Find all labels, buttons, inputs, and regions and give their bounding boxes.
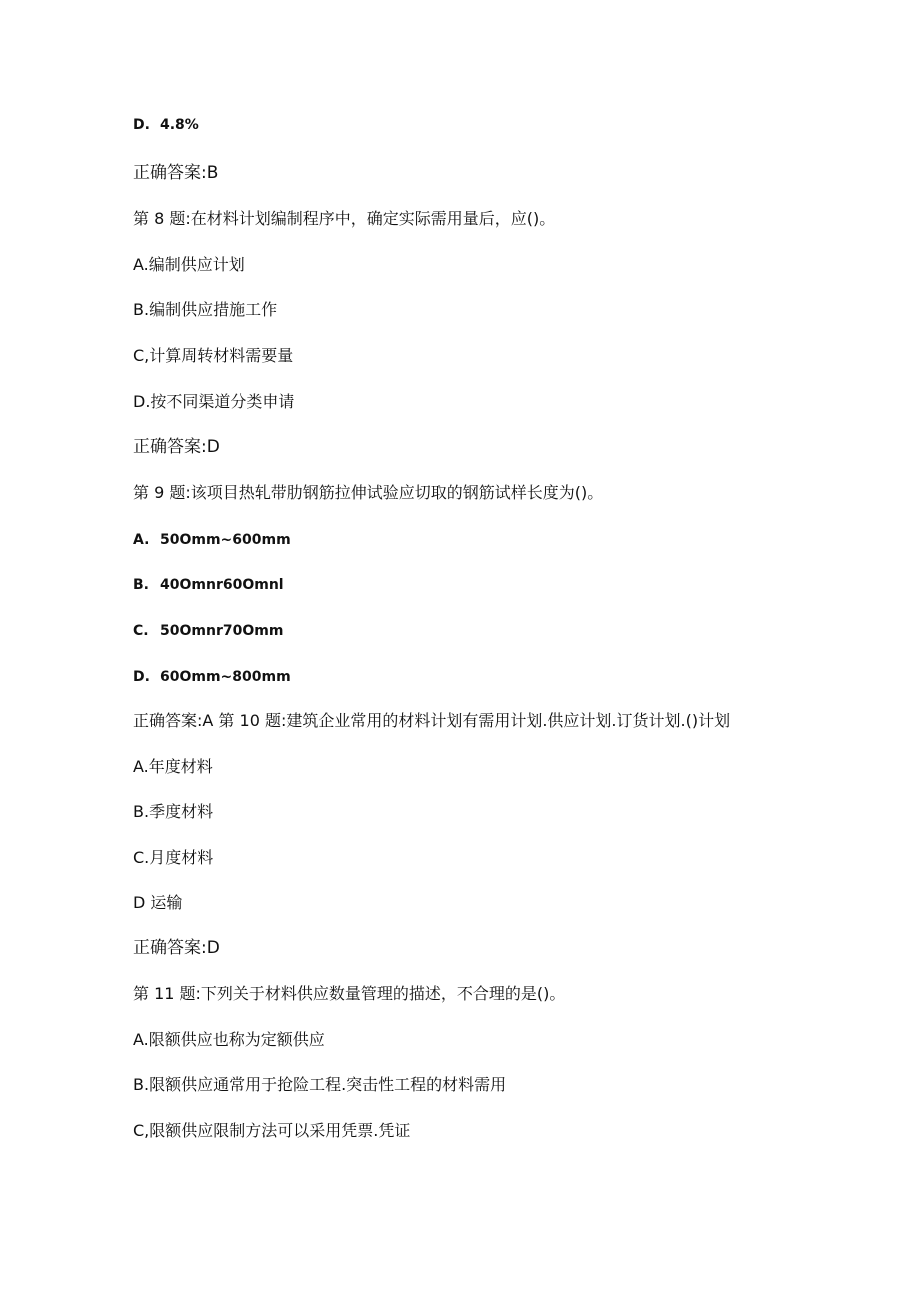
option-d-q8: D.按不同渠道分类申请 xyxy=(133,392,295,411)
option-c-q8: C,计算周转材料需要量 xyxy=(133,346,294,365)
option-d-q7 xyxy=(133,114,199,135)
option-a-q10: A.年度材料 xyxy=(133,757,213,776)
option-b-q9 xyxy=(133,574,284,595)
option-c-q11: C,限额供应限制方法可以采用凭票.凭证 xyxy=(133,1121,411,1140)
option-value: 50Omnr70Omm xyxy=(160,623,284,639)
option-b-q8: B.编制供应措施工作 xyxy=(133,300,278,319)
option-a-q9 xyxy=(133,529,291,550)
question-8: 第 8 题:在材料计划编制程序中，确定实际需用量后，应()。 xyxy=(133,209,556,228)
option-value: 60Omm~800mm xyxy=(160,669,291,685)
option-value: 40Omnr60Omnl xyxy=(160,577,284,593)
answer-q9-question-10: 正确答案:A 第 10 题:建筑企业常用的材料计划有需用计划.供应计划.订货计划.()计划 xyxy=(133,711,731,730)
option-b-q11: B.限额供应通常用于抢险工程.突击性工程的材料需用 xyxy=(133,1075,507,1094)
option-letter: B. xyxy=(133,577,149,593)
option-b-q10: B.季度材料 xyxy=(133,802,214,821)
question-11: 第 11 题:下列关于材料供应数量管理的描述，不合理的是()。 xyxy=(133,984,566,1003)
answer-q8: 正确答案:D xyxy=(133,437,220,457)
answer-q10: 正确答案:D xyxy=(133,938,220,958)
option-value: 50Omm~600mm xyxy=(160,532,291,548)
option-value: 4.8% xyxy=(160,117,199,133)
option-letter: A. xyxy=(133,532,150,548)
option-letter: C. xyxy=(133,623,149,639)
option-letter: D. xyxy=(133,669,150,685)
option-letter: D. xyxy=(133,117,150,133)
option-a-q8: A.编制供应计划 xyxy=(133,255,245,274)
option-d-q10: D 运输 xyxy=(133,893,183,912)
option-c-q9 xyxy=(133,620,283,641)
answer-q7: 正确答案:B xyxy=(133,163,219,183)
option-a-q11: A.限额供应也称为定额供应 xyxy=(133,1030,325,1049)
option-c-q10: C.月度材料 xyxy=(133,848,214,867)
question-9: 第 9 题:该项目热轧带肋钢筋拉伸试验应切取的钢筋试样长度为()。 xyxy=(133,483,604,502)
option-d-q9 xyxy=(133,666,291,687)
